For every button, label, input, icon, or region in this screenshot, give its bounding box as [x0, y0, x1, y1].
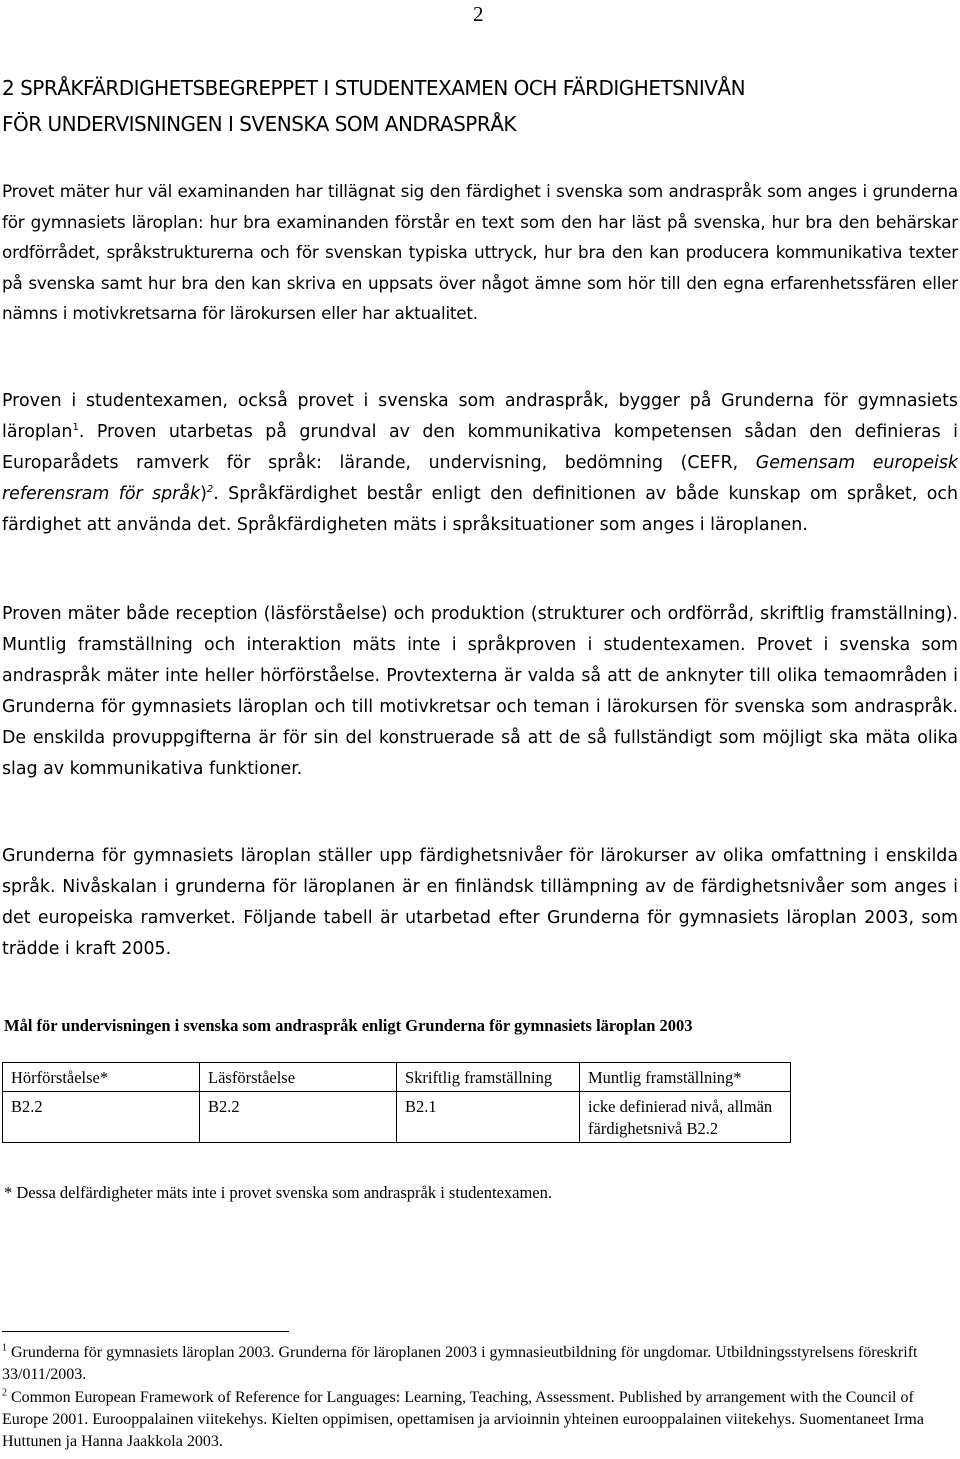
table-header-cell: Muntlig framställning* [580, 1063, 791, 1092]
paragraph-3: Proven mäter både reception (läsförståelse) och produktion (strukturer och ordförråd, skriftlig framställning). Muntlig framställning och interaktion mäts inte i språkproven i studentexamen. Provet i svenska som andraspråk mäter inte heller hörförståelse. Provtexterna är valda så att de anknyter till olika temaområden i Grunderna för gymnasiets läroplan och till motivkretsar och teman i lärokursen för svenska som andraspråk. De enskilda provuppgifterna är för sin del konstruerade så att de så fullständigt som möjligt ska mäta olika slag av kommunikativa funktioner. [2, 604, 958, 779]
paragraph-1: Provet mäter hur väl examinanden har tillägnat sig den färdighet i svenska som andraspråk som anges i grunderna för gymnasiets läroplan: hur bra examinanden förstår en text som den har läst på svenska, hur bra den behärskar ordförrådet, språkstrukturerna och för svenskan typiska uttryck, hur bra den kan producera kommunikativa texter på svenska samt hur bra den kan skriva en uppsats över något ämne som hör till den egna erfarenhetssfären eller nämns i motivkretsarna för lärokursen eller har aktualitet. [2, 181, 958, 324]
paragraph-2-text-b: . Proven utarbetas på grundval av den kommunikativa kompetensen sådan den definieras i Europarådets ramverk för språk: lärande, undervisning, bedömning (CEFR, [2, 422, 958, 473]
footnote-ref-2: 2 [206, 484, 214, 496]
paragraph-2-text-d: . Språkfärdighet består enligt den definitionen av både kunskap om språket, och färdighet att använda det. Språkfärdigheten mäts i språksituationer som anges i läroplanen. [2, 484, 958, 535]
footnote-2 [2, 1387, 952, 1453]
paragraph-2-text-a: Proven i studentexamen, också provet i svenska som andraspråk, bygger på Grunderna för gymnasiets läroplan [2, 391, 958, 442]
footnote-2-mark: 2 [2, 1387, 7, 1399]
heading-line-1: 2 SPRÅKFÄRDIGHETSBEGREPPET I STUDENTEXAMEN OCH FÄRDIGHETSNIVÅN [2, 76, 746, 100]
footnote-1-text: Grunderna för gymnasiets läroplan 2003. Grunderna för läroplanen 2003 i gymnasieutbildning för ungdomar. Utbildningsstyrelsens föreskrift 33/011/2003. [2, 1344, 918, 1383]
paragraph-2-text-c: ) [200, 484, 207, 504]
table-cell: icke definierad nivå, allmän färdighetsnivå B2.2 [580, 1092, 791, 1143]
table-row [3, 1092, 791, 1143]
table-header-cell: Läsförståelse [200, 1063, 397, 1092]
paragraph-2-italic-title: Gemensam europeisk referensram för språk [2, 453, 958, 504]
footnote-2-text: Common European Framework of Reference for Languages: Learning, Teaching, Assessment. Published by arrangement with the Council of Europe 2001. Eurooppalainen viitekehys. Kielten oppimisen, opettamisen ja arvioinnin yhteinen eurooppalainen viitekehys. Suomentaneet Irma Huttunen ja Hanna Jaakkola 2003. [2, 1389, 924, 1450]
section-heading [2, 70, 960, 142]
paragraph-2 [2, 386, 958, 541]
table-title: Mål för undervisningen i svenska som andraspråk enligt Grunderna för gymnasiets läroplan 2003 [4, 1016, 693, 1035]
proficiency-level-table [2, 1062, 791, 1143]
table-header-row [3, 1063, 791, 1092]
table-cell: B2.1 [397, 1092, 580, 1143]
table-header-cell: Skriftlig framställning [397, 1063, 580, 1092]
footnote-ref-1: 1 [72, 422, 79, 434]
heading-line-2: FÖR UNDERVISNINGEN I SVENSKA SOM ANDRASPRÅK [2, 112, 517, 136]
footnote-1 [2, 1342, 952, 1386]
table-header-cell: Hörförståelse* [3, 1063, 200, 1092]
table-cell: B2.2 [3, 1092, 200, 1143]
footnote-1-mark: 1 [2, 1342, 7, 1354]
paragraph-4: Grunderna för gymnasiets läroplan ställer upp färdighetsnivåer för lärokurser av olika omfattning i enskilda språk. Nivåskalan i grunderna för läroplanen är en finländsk tillämpning av de färdighetsnivåer som anges i det europeiska ramverket. Följande tabell är utarbetad efter Grunderna för gymnasiets läroplan 2003, som trädde i kraft 2005. [2, 846, 958, 959]
page-number: 2 [473, 2, 484, 26]
table-cell: B2.2 [200, 1092, 397, 1143]
footnote-divider [2, 1331, 289, 1332]
table-note: * Dessa delfärdigheter mäts inte i provet svenska som andraspråk i studentexamen. [4, 1183, 553, 1202]
